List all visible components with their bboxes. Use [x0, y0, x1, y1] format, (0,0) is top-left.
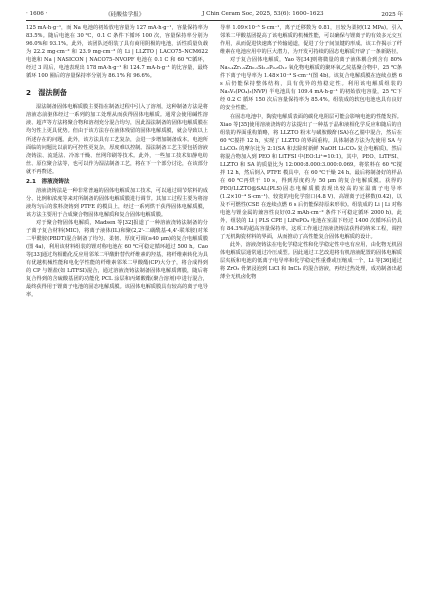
- section-paragraph: 湿法制备固体电解质膜主要指在制备过程中引入了溶剂，这种制备方法是将溶液态前驱体经过一系列的加工处理从而获得固体电解质。通常会使用碱性溶液、超声等方法将聚合物和溶剂充分混合均匀，因此湿法制备的固体电解质膜在均匀性上更具优势。但由于该方法存在液体残留的固体电解质膜，就会导致以上所述存在的问题。此外，该方法具有工艺复杂，会进一步增加制备成本。电池所面临的问题比以前的可控性更复杂，厚度难以控制。湿法制备工艺主要包括溶液浇铸法、流延法、冷冻干燥、丝网印刷等技术。此外，一些加工技术如静电纺丝、原位聚合法等，也可以作为湿法制备工艺，将在下一个部分讨论，在该部分就不再赘述。: [26, 104, 208, 175]
- continued-paragraph: 导率 1.09×10⁻⁵ S·cm⁻¹，离子迁移数为 0.81，且较为柔韧(12 MPa)。引入邻苯二甲酸基团提高了该电解质的机械性能，可以确保与锂离子的有效多元交互作用，从而促进快速离子传输通道，促进了分子间氢键的形成。该工作揭示了纤维素在电池应用中的巨大潜力，为开发可持续的固态电解质开辟了一条新路径。: [220, 25, 402, 56]
- running-header: [26, 8, 403, 21]
- body-paragraph: 对于聚合物固体电解质，Madsen 等[32]报道了一种溶液浇铸法制备的分子离子复合材料(MIC)，将离子液体(IL)和聚(2,2'-二磺酰基-4,4'-联苯胺)对苯二甲酰胺(PBDT)混合制备了均匀、柔韧、厚度可调(≥40 μm)的复合电解质膜(图 4a)，利用该材料组装的锂对称电池在 60 ℃可稳定循环超过 500 h。Cao 等[33]通过均相酯化反应用邻苯二甲酸酐替代纤维素的羟基，将纤维素转化为具有优越机械性能和电化学性能的纤维素邻苯二甲酸酯(CP)大分子，将合成得到的 CP 与锂盐(如 LiTFSI)混合，通过溶液浇铸法制备固体电解质薄膜，随后将复合得到的含硫酸基团的功能化 PCL 涂层和丙烯酸酯(聚合溶剂)中进行混合，最终获得用于锂离子电池的固态电解质膜。该固体电解质膜具有较高的离子电导率。: [26, 219, 208, 299]
- journal-title-cn: 《硅酸盐学报》: [105, 12, 145, 18]
- page-number: · 1606 ·: [26, 11, 48, 17]
- header-year: 2025 年: [381, 12, 403, 18]
- body-paragraph: 此外，溶液浇铸法在电化学稳定性和化学稳定性中也有应用，由化物无机固体电解质层通常通过冷压成型。因此通过工艺改进将有机溶液配置的固体电解质层夹板和电池的低离子电导率和化学稳定性重叠或压缩成一个，Li 等[36]通过将 ZrO₂ 骨架浸泡到 LiCl 和 InCl₃ 的混合溶液，再经过热处理，成功制备出超薄全无机卤化物: [220, 242, 402, 281]
- subsection-heading: 2.1 溶液浇铸法: [26, 178, 70, 185]
- right-column: [220, 24, 402, 596]
- journal-citation: J Chin Ceram Soc, 2025, 53(6): 1600–1623: [202, 11, 324, 17]
- left-column: [26, 24, 208, 596]
- section-heading: 2 湿法制备: [26, 88, 67, 98]
- body-paragraph: 对于复合固体电解质，Yao 等[34]则将微量的离子液体耦合到含有 80% Na₃.₄Zr₁.₉Zn₀.₁Si₂.₂P₀.₈O₁₂ 氧化物电解质的聚环氧乙烷基聚合物中，25 ℃条件下离子电导率为 1.48×10⁻⁴ S·cm⁻¹(图 4b)。该复合电解质膜在连续点燃 6 s 后仍能保持整体结构，具有优异的热稳定性。利用该电解质组装的 Na₃V₂(PO₄)₃(NVP) 半电池具有 109.4 mA·h·g⁻¹ 的初始放电容量，25 ℃下经 0.2 C 循环 150 次后容量保持率为 85.4%。组装成的软包电池也具有良好的安全性能。: [220, 57, 402, 112]
- intro-paragraph: 125 mA·h·g⁻¹，而 Na 电池的初始放电容量为 127 mA·h·g⁻¹，容量保持率为 83.5%。随后电池在 30 ℃，0.1 C 条件下循环 100 次，容量保持率分别为 96.0%和 93.1%。此外，该团队还组装了具有商用阴极的电池，活性质量负载为 22.2 mg·cm⁻² 和 23.9 mg·cm⁻² 的 Li | LLZTO | LACO75–NCM622 电池和 Na | NASICON | NACO75–NVOPF 电池在 0.1 C 和 60 ℃循环，经过 3 周后，电池表现出 178 mA·h·g⁻¹ 和 124.7 mA·h·g⁻¹ 的比容量，最终循环 100 圈后的容量保持率分别为 86.1% 和 96.6%。: [26, 25, 208, 80]
- subsection-paragraph: 溶液浇铸法是一种非常普遍的固体电解质加工技术，可以通过调节浆料的成分、比例和浓度等来对所制备的固体电解质膜进行调节。其加工过程主要为将溶液均匀后的浆料浇铸到 PTFE 的模具上，经过一系列烘干获得固体电解质膜，该方法主要用于合成聚合物固体电解质和复合固体电解质膜。: [26, 187, 208, 218]
- body-paragraph: 在固态电池中，陶瓷电解质表面的碳化电阻层可能会影响电池的性能发挥。Xiao 等[35]使用溶液浇铸的方法提出了一种基于晶和液相化学反应和随后的自组装的界面重构策略，将 LLZTO 粉末与磺胺酸酐(SA)在乙腈中混合，然后在 60 ℃搅拌 12 h，实现了 LLZTO 的界面重构。具体制备方法为先使用 SA 与 Li₂CO₃ 的摩尔比为 2:1(SA 和去除时新鲜 NaOH Li₂CO₃ 复合电解质)。然后将混合物加入到 PEO 和 LiTFSI 中(EO:Li⁺=10:1)。其中，PEO、LiTFSI、LLZTO 和 SA 的质量比为 12:000:8.000:3.000:0.069。将浆料在 60 ℃搅拌 12 h，然后倒入 PTFE 模具中，在 60 ℃干燥 24 h。最后将制备好的样品在 60 ℃再烘干 10 s，得到厚度约为 50 μm 的复合电解质膜。获得的 PEO/LLZTO@SAL(PLS)固态电解质膜表现出较高的室温离子电导率(1.2×10⁻⁴ S·cm⁻¹)、较宽的电化学窗口(4.8 V)、高锂离子迁移数(0.42)，以及不可燃性(CSE 在连续点燃 6 s 后仍能保持原来形状)。组装成的 Li | Li 对称电池与锂金属的兼容性良好(0.2 mAh·cm⁻² 条件下可稳定循环 2000 h)。此外，组装的 Li | PLS CPE | LiFePO₄ 电池在室温下经过 1400 次循环后仍具有 84.3%的超高容量保持率。这项工作通过溶液浇铸法获得的纳米工程，调控了无机陶瓷材料的界面，从而推动了高性能复合固体电解质的设计。: [220, 113, 402, 241]
